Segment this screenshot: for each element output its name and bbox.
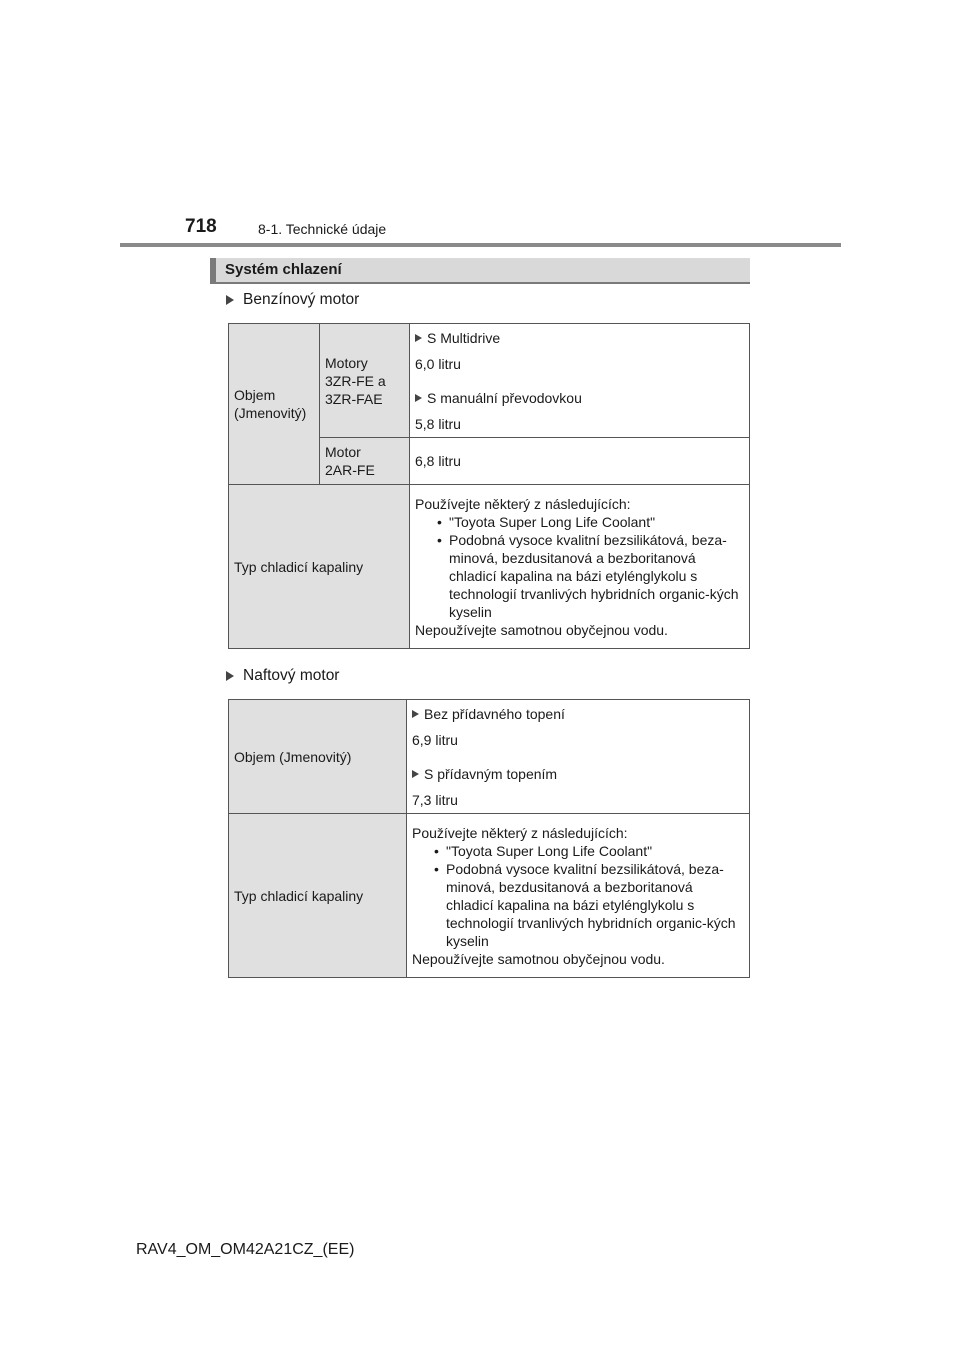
petrol-coolant-label-cell bbox=[229, 485, 410, 649]
petrol-capacity-values-cell bbox=[410, 324, 750, 438]
petrol-option1-label: S Multidrive bbox=[427, 329, 501, 346]
petrol-option2-value: 5,8 litru bbox=[415, 415, 461, 432]
diesel-option1-label: Bez přídavného topení bbox=[424, 705, 565, 722]
petrol-option2-label: S manuální převodovkou bbox=[427, 389, 582, 406]
list-item: • Podobná vysoce kvalitní bezsilikátová, beza-minová, bezdusitanová a bezboritanová chladicí kapalina na bázi etylénglykolu s technologií trvanlivých hybridních organic-kých kyselin bbox=[436, 860, 744, 950]
list-item: • Podobná vysoce kvalitní bezsilikátová, beza-minová, bezdusitanová a bezboritanová chladicí kapalina na bázi etylénglykolu s technologií trvanlivých hybridních organic-kých kyselin bbox=[439, 531, 744, 621]
diesel-capacity-label-cell bbox=[229, 700, 407, 814]
header-divider bbox=[120, 243, 841, 247]
diesel-coolant-label: Typ chladicí kapaliny bbox=[234, 887, 364, 904]
diesel-heading: Naftový motor bbox=[243, 667, 340, 684]
engine-group2-value-cell bbox=[410, 438, 750, 485]
petrol-coolant-list bbox=[415, 513, 744, 621]
diesel-option2-value: 7,3 litru bbox=[412, 791, 458, 808]
petrol-spec-table bbox=[228, 323, 750, 649]
triangle-bullet-icon bbox=[226, 671, 234, 681]
engine-group2-label: Motor 2AR-FE bbox=[325, 444, 375, 478]
section-title: Systém chlazení bbox=[225, 261, 342, 278]
petrol-coolant-cell bbox=[410, 485, 750, 649]
petrol-capacity-label-cell bbox=[229, 324, 320, 485]
petrol-option1-value: 6,0 litru bbox=[415, 355, 461, 372]
diesel-capacity-values-cell bbox=[407, 700, 750, 814]
petrol-coolant-label: Typ chladicí kapaliny bbox=[234, 558, 364, 575]
diesel-spec-table bbox=[228, 699, 750, 978]
petrol-heading: Benzínový motor bbox=[243, 291, 360, 308]
list-item: • "Toyota Super Long Life Coolant" bbox=[439, 513, 744, 531]
triangle-bullet-icon bbox=[226, 295, 234, 305]
triangle-bullet-icon bbox=[415, 334, 422, 342]
engine-group2-value: 6,8 litru bbox=[415, 453, 461, 469]
engine-group2-cell bbox=[320, 438, 410, 485]
diesel-coolant-list bbox=[412, 842, 744, 950]
document-code-footer: RAV4_OM_OM42A21CZ_(EE) bbox=[136, 1241, 355, 1258]
triangle-bullet-icon bbox=[415, 394, 422, 402]
petrol-subheading bbox=[226, 291, 359, 309]
diesel-coolant-label-cell bbox=[229, 814, 407, 978]
diesel-coolant-cell bbox=[407, 814, 750, 978]
triangle-bullet-icon bbox=[412, 710, 419, 718]
diesel-option1-value: 6,9 litru bbox=[412, 731, 458, 748]
diesel-subheading bbox=[226, 667, 339, 685]
petrol-capacity-label: Objem (Jmenovitý) bbox=[234, 387, 307, 421]
engine-group1-cell bbox=[320, 324, 410, 438]
engine-group1-label: Motory 3ZR-FE a 3ZR-FAE bbox=[325, 354, 386, 407]
petrol-coolant-warning: Nepoužívejte samotnou obyčejnou vodu. bbox=[415, 621, 668, 638]
diesel-coolant-warning: Nepoužívejte samotnou obyčejnou vodu. bbox=[412, 950, 665, 967]
page-number: 718 bbox=[185, 216, 217, 237]
chapter-title: 8-1. Technické údaje bbox=[258, 221, 387, 237]
petrol-coolant-intro: Používejte některý z následujících: bbox=[415, 495, 631, 512]
diesel-option2-label: S přídavným topením bbox=[424, 765, 558, 782]
diesel-capacity-label: Objem (Jmenovitý) bbox=[234, 748, 352, 765]
triangle-bullet-icon bbox=[412, 770, 419, 778]
section-heading-bar bbox=[210, 258, 750, 284]
diesel-coolant-intro: Používejte některý z následujících: bbox=[412, 824, 628, 841]
list-item: • "Toyota Super Long Life Coolant" bbox=[436, 842, 744, 860]
